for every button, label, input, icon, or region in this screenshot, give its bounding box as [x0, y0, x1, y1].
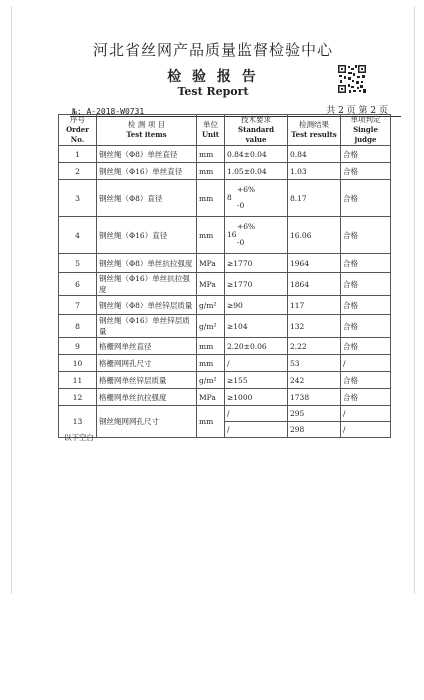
report-title-cn: 检 验 报 告	[167, 69, 259, 85]
table-row: 1 钢丝绳（Φ8）单丝直径 mm 0.84±0.04 0.84 合格	[59, 146, 391, 163]
table-row: 6 钢丝绳（Φ16）单丝抗拉强度 MPa ≥1770 1864 合格	[59, 273, 391, 296]
report-number: №: A-2018-W0731	[72, 107, 145, 116]
col-header-result: 检测结果 Test results	[288, 115, 341, 146]
table-row: 5 钢丝绳（Φ8）单丝抗拉强度 MPa ≥1770 1964 合格	[59, 254, 391, 273]
table-row: 10 格栅网网孔尺寸 mm / 53 /	[59, 355, 391, 372]
table-row: 3 钢丝绳（Φ8）直径 mm +6% 8 -0 8.17 合格	[59, 180, 391, 217]
col-header-order: 序号 Order No.	[59, 115, 97, 146]
table-header-row	[59, 115, 391, 146]
table-row: 12 格栅网单丝抗拉强度 MPa ≥1000 1738 合格	[59, 389, 391, 406]
test-results-table	[58, 114, 391, 438]
table-row: 8 钢丝绳（Φ16）单丝锌层质量 g/m² ≥104 132 合格	[59, 315, 391, 338]
qr-code-icon	[337, 64, 367, 94]
col-header-item: 检 测 项 目 Test items	[97, 115, 197, 146]
report-title-en: Test Report	[177, 85, 249, 98]
table-row: 4 钢丝绳（Φ16）直径 mm +6% 16 -0 16.06 合格	[59, 217, 391, 254]
table-row: 11 格栅网单丝锌层质量 g/m² ≥155 242 合格	[59, 372, 391, 389]
table-row: / 298 /	[59, 422, 391, 438]
blank-below-note: 以下空白	[64, 433, 94, 442]
col-header-judge: 单项判定 Single judge	[341, 115, 391, 146]
table-row: 2 钢丝绳（Φ16）单丝直径 mm 1.05±0.04 1.03 合格	[59, 163, 391, 180]
table-row: 7 钢丝绳（Φ8）单丝锌层质量 g/m² ≥90 117 合格	[59, 296, 391, 315]
page-indicator: 共 2 页 第 2 页	[326, 106, 388, 116]
table-row: 9 格栅网单丝直径 mm 2.20±0.06 2.22 合格	[59, 338, 391, 355]
organization-name: 河北省丝网产品质量监督检验中心	[92, 41, 333, 59]
col-header-unit: 单位 Unit	[197, 115, 225, 146]
table-row: 13 钢丝绳网网孔尺寸 mm / 295 /	[59, 406, 391, 422]
col-header-standard: 技术要求 Standard value	[225, 115, 288, 146]
